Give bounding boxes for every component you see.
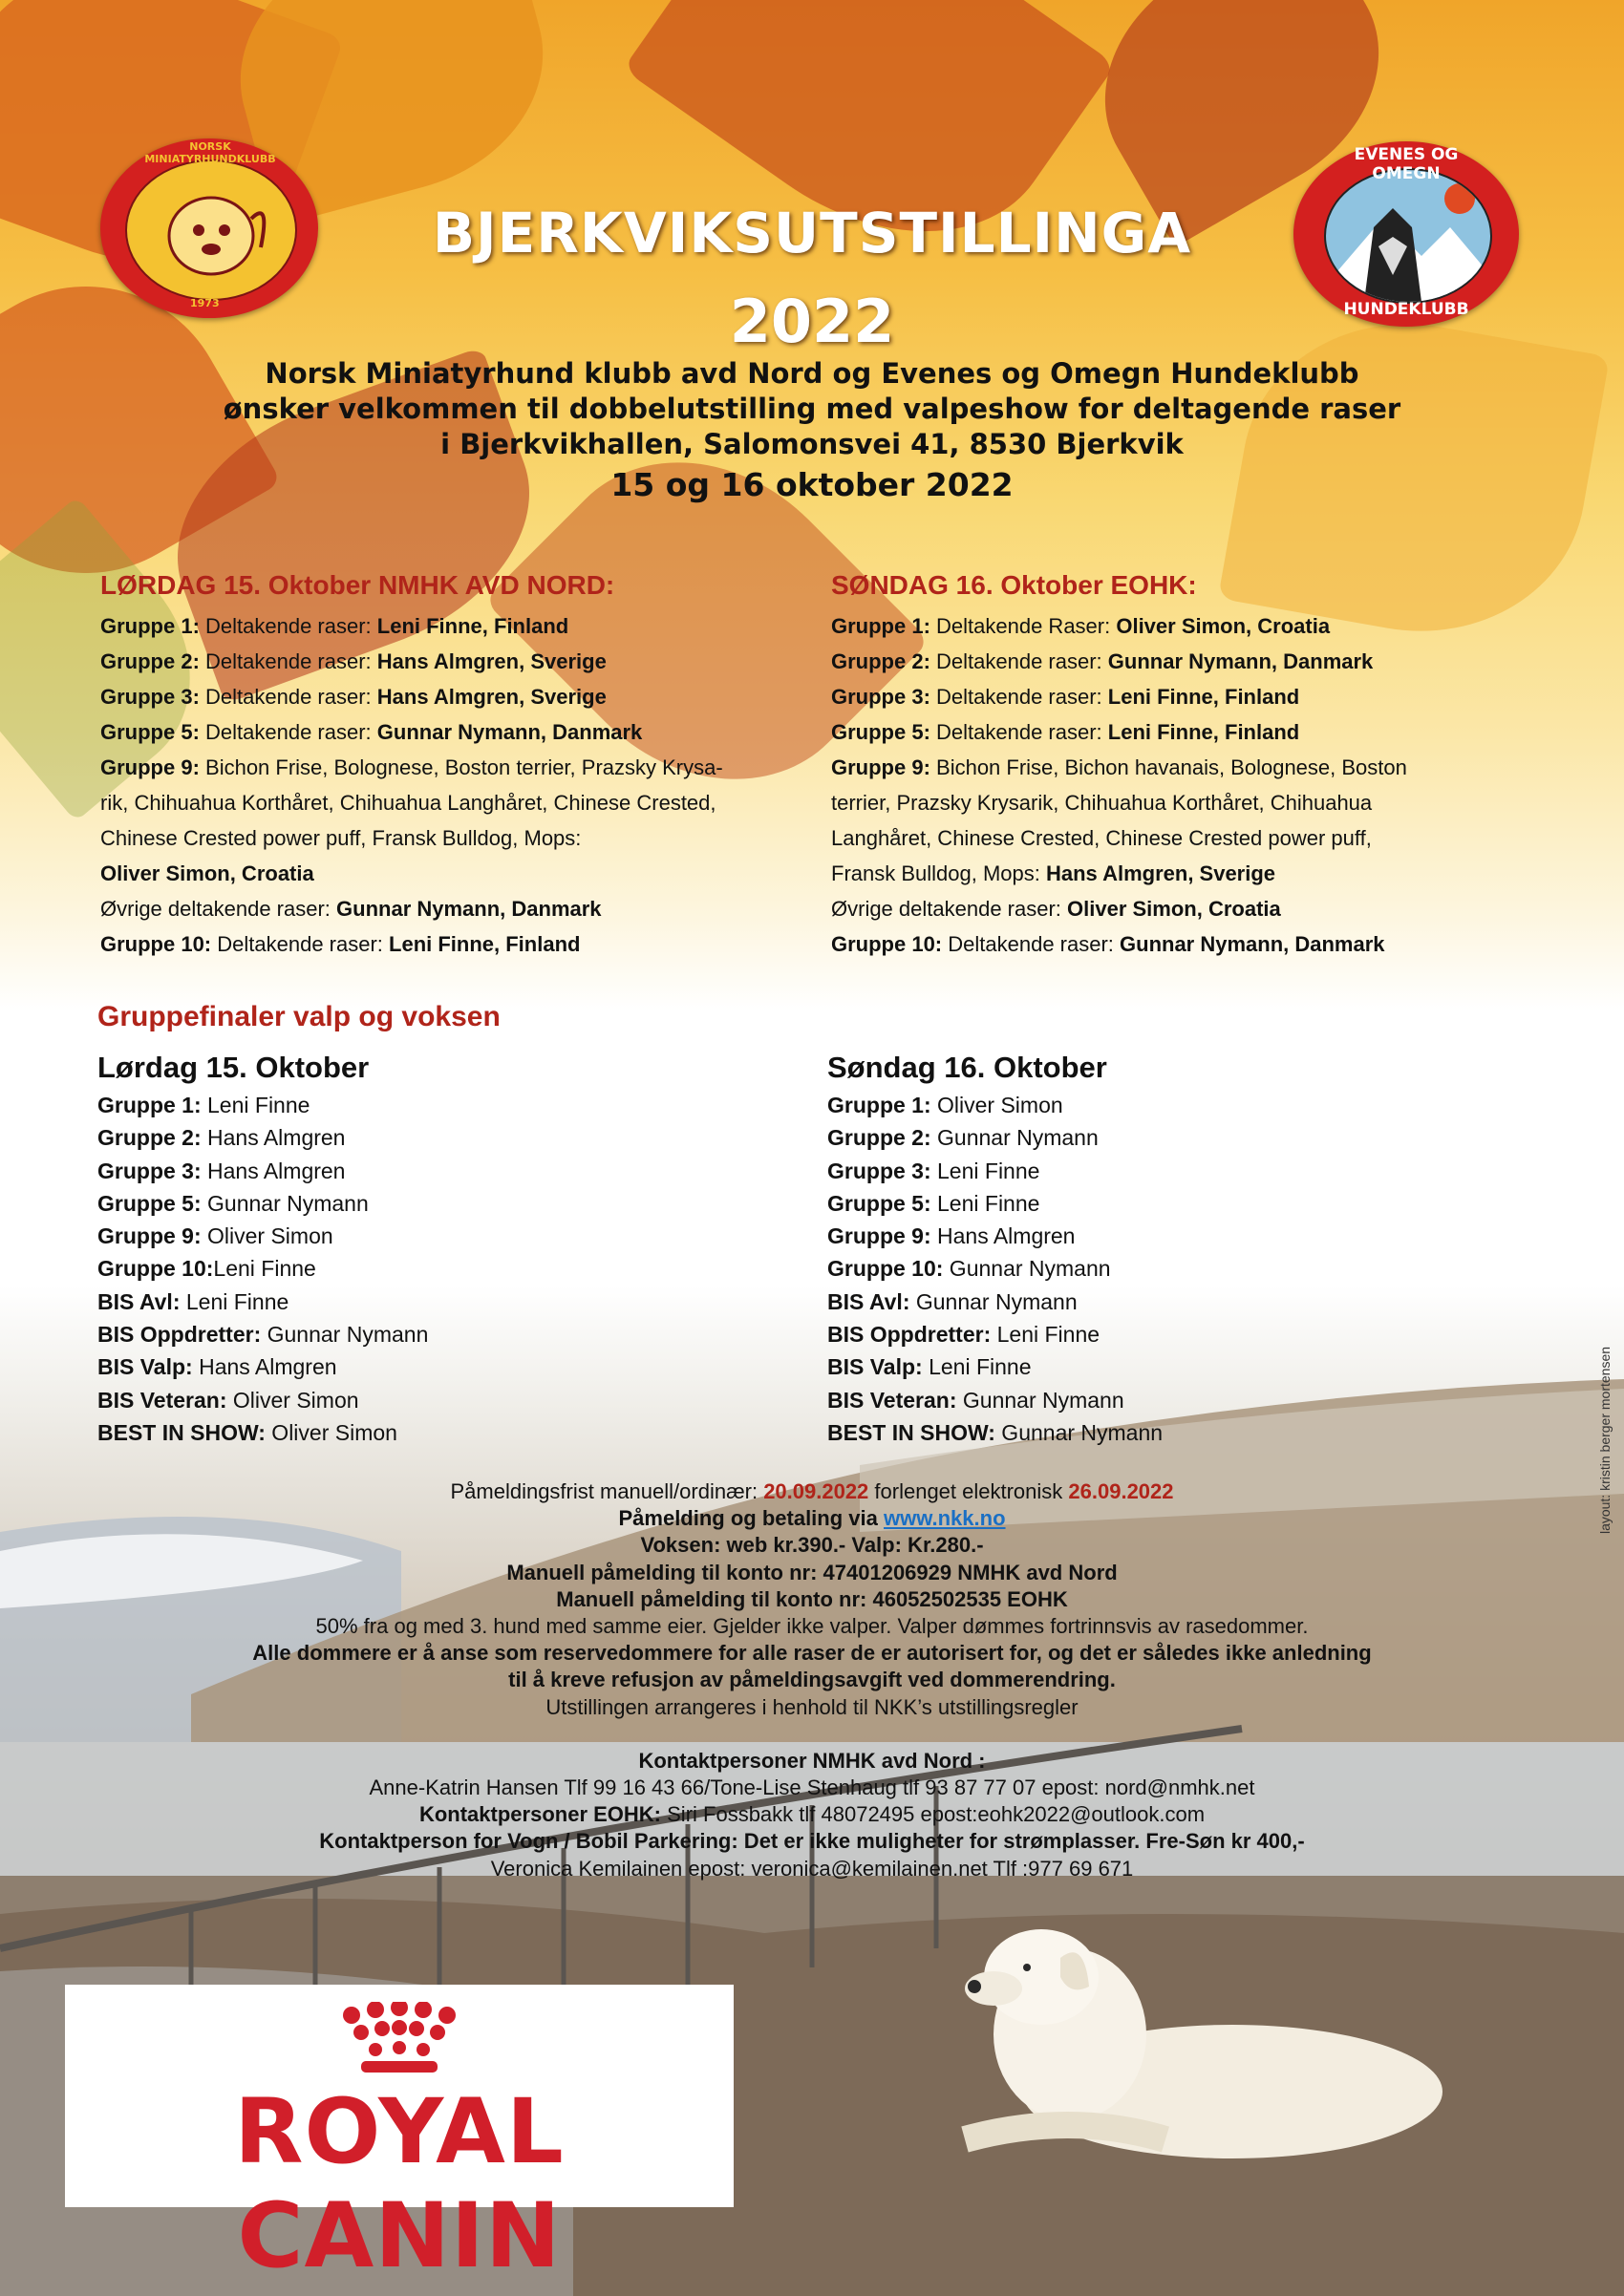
finals-row xyxy=(97,1089,428,1121)
account-line xyxy=(0,1560,1624,1586)
breeds-text: Deltakende raser: xyxy=(199,685,377,709)
info-block xyxy=(0,1478,1624,1882)
schedule-row xyxy=(100,891,807,926)
finals-heading: Gruppefinaler valp og voksen xyxy=(97,1001,501,1032)
finals-judge: Gunnar Nymann xyxy=(261,1322,429,1348)
judge-name: Oliver Simon, Croatia xyxy=(100,861,314,885)
finals-label: BIS Oppdretter: xyxy=(827,1322,992,1348)
prices-text: Voksen: web kr.390.- Valp: Kr.280.- xyxy=(640,1533,984,1558)
crown-icon xyxy=(332,2002,466,2078)
finals-judge: Gunnar Nymann xyxy=(909,1288,1078,1314)
finals-label: Gruppe 9: xyxy=(97,1223,202,1249)
judge-name: Oliver Simon, Croatia xyxy=(1116,614,1331,638)
schedule-row xyxy=(831,714,1500,750)
finals-judge: Gunnar Nymann xyxy=(943,1256,1111,1282)
parking-line xyxy=(0,1828,1624,1855)
finals-row xyxy=(97,1350,428,1383)
breeds-text: Øvrige deltakende raser: xyxy=(100,897,337,921)
white-dog-illustration xyxy=(927,1920,1462,2168)
judge-name: Hans Almgren, Sverige xyxy=(1045,861,1276,885)
deadline-line xyxy=(0,1478,1624,1505)
finals-label: BIS Oppdretter: xyxy=(97,1322,262,1348)
finals-label: BIS Avl: xyxy=(827,1288,910,1314)
judge-name: Gunnar Nymann, Danmark xyxy=(376,720,643,744)
judge-name: Hans Almgren, Sverige xyxy=(376,649,607,673)
finals-row xyxy=(97,1416,428,1449)
reserve-line xyxy=(0,1640,1624,1667)
sunday-heading: SØNDAG 16. Oktober EOHK: xyxy=(831,570,1197,600)
account-text: Manuell påmelding til konto nr: 47401206929 NMHK avd Nord xyxy=(506,1560,1118,1584)
finals-judge: Leni Finne xyxy=(922,1354,1032,1380)
schedule-row xyxy=(100,785,807,820)
finals-sunday-heading: Søndag 16. Oktober xyxy=(827,1051,1107,1084)
schedule-row xyxy=(100,926,807,962)
finals-label: BEST IN SHOW: xyxy=(827,1419,995,1445)
finals-row xyxy=(827,1286,1163,1318)
judge-name: Hans Almgren, Sverige xyxy=(376,685,607,709)
finals-judge: Oliver Simon xyxy=(930,1093,1063,1117)
schedule-row xyxy=(100,856,807,891)
finals-row xyxy=(97,1252,428,1285)
judge-name: Oliver Simon, Croatia xyxy=(1067,897,1281,921)
schedule-row xyxy=(831,856,1500,891)
finals-row xyxy=(827,1416,1163,1449)
finals-row xyxy=(827,1252,1163,1285)
finals-label: Gruppe 5: xyxy=(97,1190,202,1216)
group-label: Gruppe 3: xyxy=(831,685,930,709)
breeds-text: Bichon Frise, Bichon havanais, Bolognese, Boston xyxy=(930,755,1407,779)
breeds-text: Deltakende raser: xyxy=(930,720,1108,744)
schedule-row xyxy=(831,750,1500,785)
group-label: Gruppe 1: xyxy=(100,614,200,638)
prices-line xyxy=(0,1532,1624,1559)
finals-label: BEST IN SHOW: xyxy=(97,1419,266,1445)
breeds-text: Fransk Bulldog, Mops: xyxy=(831,861,1046,885)
contact-line xyxy=(0,1801,1624,1828)
group-label: Gruppe 9: xyxy=(100,755,200,779)
finals-label: BIS Valp: xyxy=(97,1354,193,1380)
finals-label: Gruppe 3: xyxy=(827,1158,931,1183)
schedule-row xyxy=(100,608,807,644)
finals-judge: Hans Almgren xyxy=(192,1354,337,1380)
saturday-schedule xyxy=(100,608,807,962)
finals-row xyxy=(827,1350,1163,1383)
breeds-text: Langhåret, Chinese Crested, Chinese Crested power puff, xyxy=(831,826,1372,850)
account-line xyxy=(0,1586,1624,1613)
finals-row xyxy=(827,1384,1163,1416)
reserve-text: til å kreve refusjon av påmeldingsavgift ved dommerendring. xyxy=(508,1668,1116,1692)
schedule-row xyxy=(831,820,1500,856)
breeds-text: Deltakende raser: xyxy=(930,649,1108,673)
finals-label: Gruppe 10: xyxy=(827,1256,944,1282)
judge-name: Leni Finne, Finland xyxy=(376,614,569,638)
schedule-row xyxy=(100,644,807,679)
event-dates: 15 og 16 oktober 2022 xyxy=(610,466,1014,503)
finals-row xyxy=(827,1220,1163,1252)
eohk-logo-text-top: EVENES OG OMEGN xyxy=(1354,145,1459,183)
judge-name: Gunnar Nymann, Danmark xyxy=(336,897,602,921)
finals-label: BIS Avl: xyxy=(97,1288,181,1314)
contact-heading xyxy=(0,1748,1624,1775)
breeds-text: Bichon Frise, Bolognese, Boston terrier, Prazsky Krysa- xyxy=(199,755,723,779)
finals-judge: Leni Finne xyxy=(213,1256,316,1282)
breeds-text: Chinese Crested power puff, Fransk Bulldog, Mops: xyxy=(100,826,582,850)
deadline-text: forlenget elektronisk xyxy=(868,1479,1069,1503)
contact-heading-text: Kontaktpersoner NMHK avd Nord : xyxy=(638,1748,986,1773)
finals-row xyxy=(97,1187,428,1220)
finals-judge: Hans Almgren xyxy=(930,1223,1076,1249)
finals-row xyxy=(97,1318,428,1350)
finals-label: Gruppe 5: xyxy=(827,1190,931,1216)
event-year: 2022 xyxy=(729,287,895,356)
finals-judge: Leni Finne xyxy=(930,1158,1040,1183)
saturday-heading: LØRDAG 15. Oktober NMHK AVD NORD: xyxy=(100,570,615,600)
finals-label: Gruppe 9: xyxy=(827,1223,931,1249)
finals-saturday-list xyxy=(97,1089,428,1449)
breeds-text: Deltakende Raser: xyxy=(930,614,1117,638)
breeds-text: rik, Chihuahua Korthåret, Chihuahua Langhåret, Chinese Crested, xyxy=(100,791,716,815)
breeds-text: Deltakende raser: xyxy=(930,685,1108,709)
finals-judge: Leni Finne xyxy=(991,1322,1100,1348)
sunday-schedule xyxy=(831,608,1500,962)
finals-row xyxy=(97,1155,428,1187)
discount-line: 50% fra og med 3. hund med samme eier. Gjelder ikke valper. Valper dømmes fortrinnsvis av rasedommer. xyxy=(315,1614,1309,1639)
deadline-text: Påmeldingsfrist manuell/ordinær: xyxy=(450,1479,764,1503)
finals-row xyxy=(97,1220,428,1252)
layout-credit xyxy=(1586,1308,1614,1576)
finals-label: Gruppe 10: xyxy=(97,1256,214,1282)
nmhk-logo-text: NORSK MINIATYRHUNDKLUBB xyxy=(144,140,276,165)
group-label: Gruppe 10: xyxy=(831,932,943,956)
schedule-row xyxy=(831,644,1500,679)
finals-judge: Gunnar Nymann xyxy=(994,1419,1164,1445)
schedule-row xyxy=(100,714,807,750)
schedule-row xyxy=(831,608,1500,644)
schedule-row xyxy=(100,820,807,856)
finals-judge: Oliver Simon xyxy=(201,1223,333,1249)
group-label: Gruppe 1: xyxy=(831,614,930,638)
finals-row xyxy=(827,1089,1163,1121)
payment-text: Påmelding og betaling via xyxy=(618,1506,884,1531)
finals-row xyxy=(827,1187,1163,1220)
finals-saturday-heading: Lørdag 15. Oktober xyxy=(97,1051,370,1084)
breeds-text: Deltakende raser: xyxy=(199,720,377,744)
contact-text: Siri Fossbakk tlf 48072495 epost:eohk2022@outlook.com xyxy=(661,1802,1206,1827)
finals-judge: Hans Almgren xyxy=(201,1125,346,1151)
finals-label: Gruppe 1: xyxy=(827,1093,931,1117)
group-label: Gruppe 5: xyxy=(100,720,200,744)
schedule-row xyxy=(831,891,1500,926)
finals-label: BIS Veteran: xyxy=(97,1387,227,1413)
finals-label: Gruppe 2: xyxy=(827,1125,931,1151)
breeds-text: Deltakende raser: xyxy=(211,932,390,956)
breeds-text: terrier, Prazsky Krysarik, Chihuahua Korthåret, Chihuahua xyxy=(831,791,1373,815)
intro-line: i Bjerkvikhallen, Salomonsvei 41, 8530 Bjerkvik xyxy=(440,428,1184,460)
finals-judge: Leni Finne xyxy=(180,1288,289,1314)
deadline-date: 26.09.2022 xyxy=(1068,1479,1174,1503)
contact-line: Anne-Katrin Hansen Tlf 99 16 43 66/Tone-Lise Stenhaug tlf 93 87 77 07 epost: nord@nmhk.net xyxy=(369,1775,1255,1800)
schedule-row xyxy=(831,926,1500,962)
finals-row xyxy=(827,1155,1163,1187)
finals-judge: Gunnar Nymann xyxy=(930,1125,1099,1151)
judge-name: Leni Finne, Finland xyxy=(1107,685,1300,709)
group-label: Gruppe 2: xyxy=(831,649,930,673)
schedule-row xyxy=(831,785,1500,820)
finals-judge: Leni Finne xyxy=(201,1093,310,1117)
group-label: Gruppe 9: xyxy=(831,755,930,779)
finals-row xyxy=(827,1318,1163,1350)
parking-text: Kontaktperson for Vogn / Bobil Parkering: Det er ikke muligheter for strømplasser. Fre-Søn kr 400,- xyxy=(319,1829,1305,1854)
group-label: Gruppe 10: xyxy=(100,932,212,956)
intro-line: Norsk Miniatyrhund klubb avd Nord og Evenes og Omegn Hundeklubb xyxy=(265,357,1359,390)
rules-line: Utstillingen arrangeres i henhold til NKK’s utstillingsregler xyxy=(545,1694,1079,1719)
breeds-text: Deltakende raser: xyxy=(199,649,377,673)
finals-row xyxy=(97,1121,428,1154)
finals-sunday-list xyxy=(827,1089,1163,1449)
reserve-line xyxy=(0,1667,1624,1693)
finals-judge: Leni Finne xyxy=(930,1190,1040,1216)
schedule-row xyxy=(100,750,807,785)
finals-label: Gruppe 2: xyxy=(97,1125,202,1151)
finals-judge: Oliver Simon xyxy=(226,1387,359,1413)
credit-text: layout: kristin berger mortensen xyxy=(1597,1346,1613,1535)
judge-name: Gunnar Nymann, Danmark xyxy=(1107,649,1374,673)
nmhk-logo-year: 1973 xyxy=(190,297,220,309)
finals-label: BIS Veteran: xyxy=(827,1387,957,1413)
breeds-text: Deltakende raser: xyxy=(942,932,1121,956)
payment-line xyxy=(0,1505,1624,1532)
event-title: BJERKVIKSUTSTILLINGA xyxy=(432,201,1192,266)
breeds-text: Øvrige deltakende raser: xyxy=(831,897,1068,921)
eohk-logo-text-bottom: HUNDEKLUBB xyxy=(1343,300,1469,319)
group-label: Gruppe 3: xyxy=(100,685,200,709)
finals-judge: Gunnar Nymann xyxy=(956,1387,1124,1413)
deadline-date: 20.09.2022 xyxy=(763,1479,869,1503)
schedule-row xyxy=(100,679,807,714)
judge-name: Gunnar Nymann, Danmark xyxy=(1120,932,1385,956)
finals-label: Gruppe 3: xyxy=(97,1158,202,1183)
intro-line: ønsker velkommen til dobbelutstilling med valpeshow for deltagende raser xyxy=(223,393,1401,425)
nkk-link[interactable]: www.nkk.no xyxy=(883,1506,1006,1531)
schedule-row xyxy=(831,679,1500,714)
finals-judge: Oliver Simon xyxy=(265,1419,397,1445)
finals-label: BIS Valp: xyxy=(827,1354,923,1380)
finals-row xyxy=(97,1286,428,1318)
finals-row xyxy=(827,1121,1163,1154)
account-text: Manuell påmelding til konto nr: 46052502535 EOHK xyxy=(556,1586,1068,1611)
contact-label: Kontaktpersoner EOHK: xyxy=(418,1802,662,1827)
spacer xyxy=(0,1721,1624,1748)
royal-canin-wordmark: ROYAL CANIN xyxy=(234,2080,565,2288)
finals-judge: Hans Almgren xyxy=(201,1158,346,1183)
group-label: Gruppe 5: xyxy=(831,720,930,744)
finals-label: Gruppe 1: xyxy=(97,1093,202,1117)
finals-judge: Gunnar Nymann xyxy=(201,1190,369,1216)
judge-name: Leni Finne, Finland xyxy=(389,932,581,956)
breeds-text: Deltakende raser: xyxy=(199,614,377,638)
parking-contact-line: Veronica Kemilainen epost: veronica@kemilainen.net Tlf :977 69 671 xyxy=(490,1856,1134,1881)
reserve-text: Alle dommere er å anse som reservedommere for alle raser de er autorisert for, og det er således ikke anledning xyxy=(252,1641,1372,1666)
royal-canin-logo xyxy=(65,1985,734,2288)
group-label: Gruppe 2: xyxy=(100,649,200,673)
finals-row xyxy=(97,1384,428,1416)
judge-name: Leni Finne, Finland xyxy=(1107,720,1300,744)
